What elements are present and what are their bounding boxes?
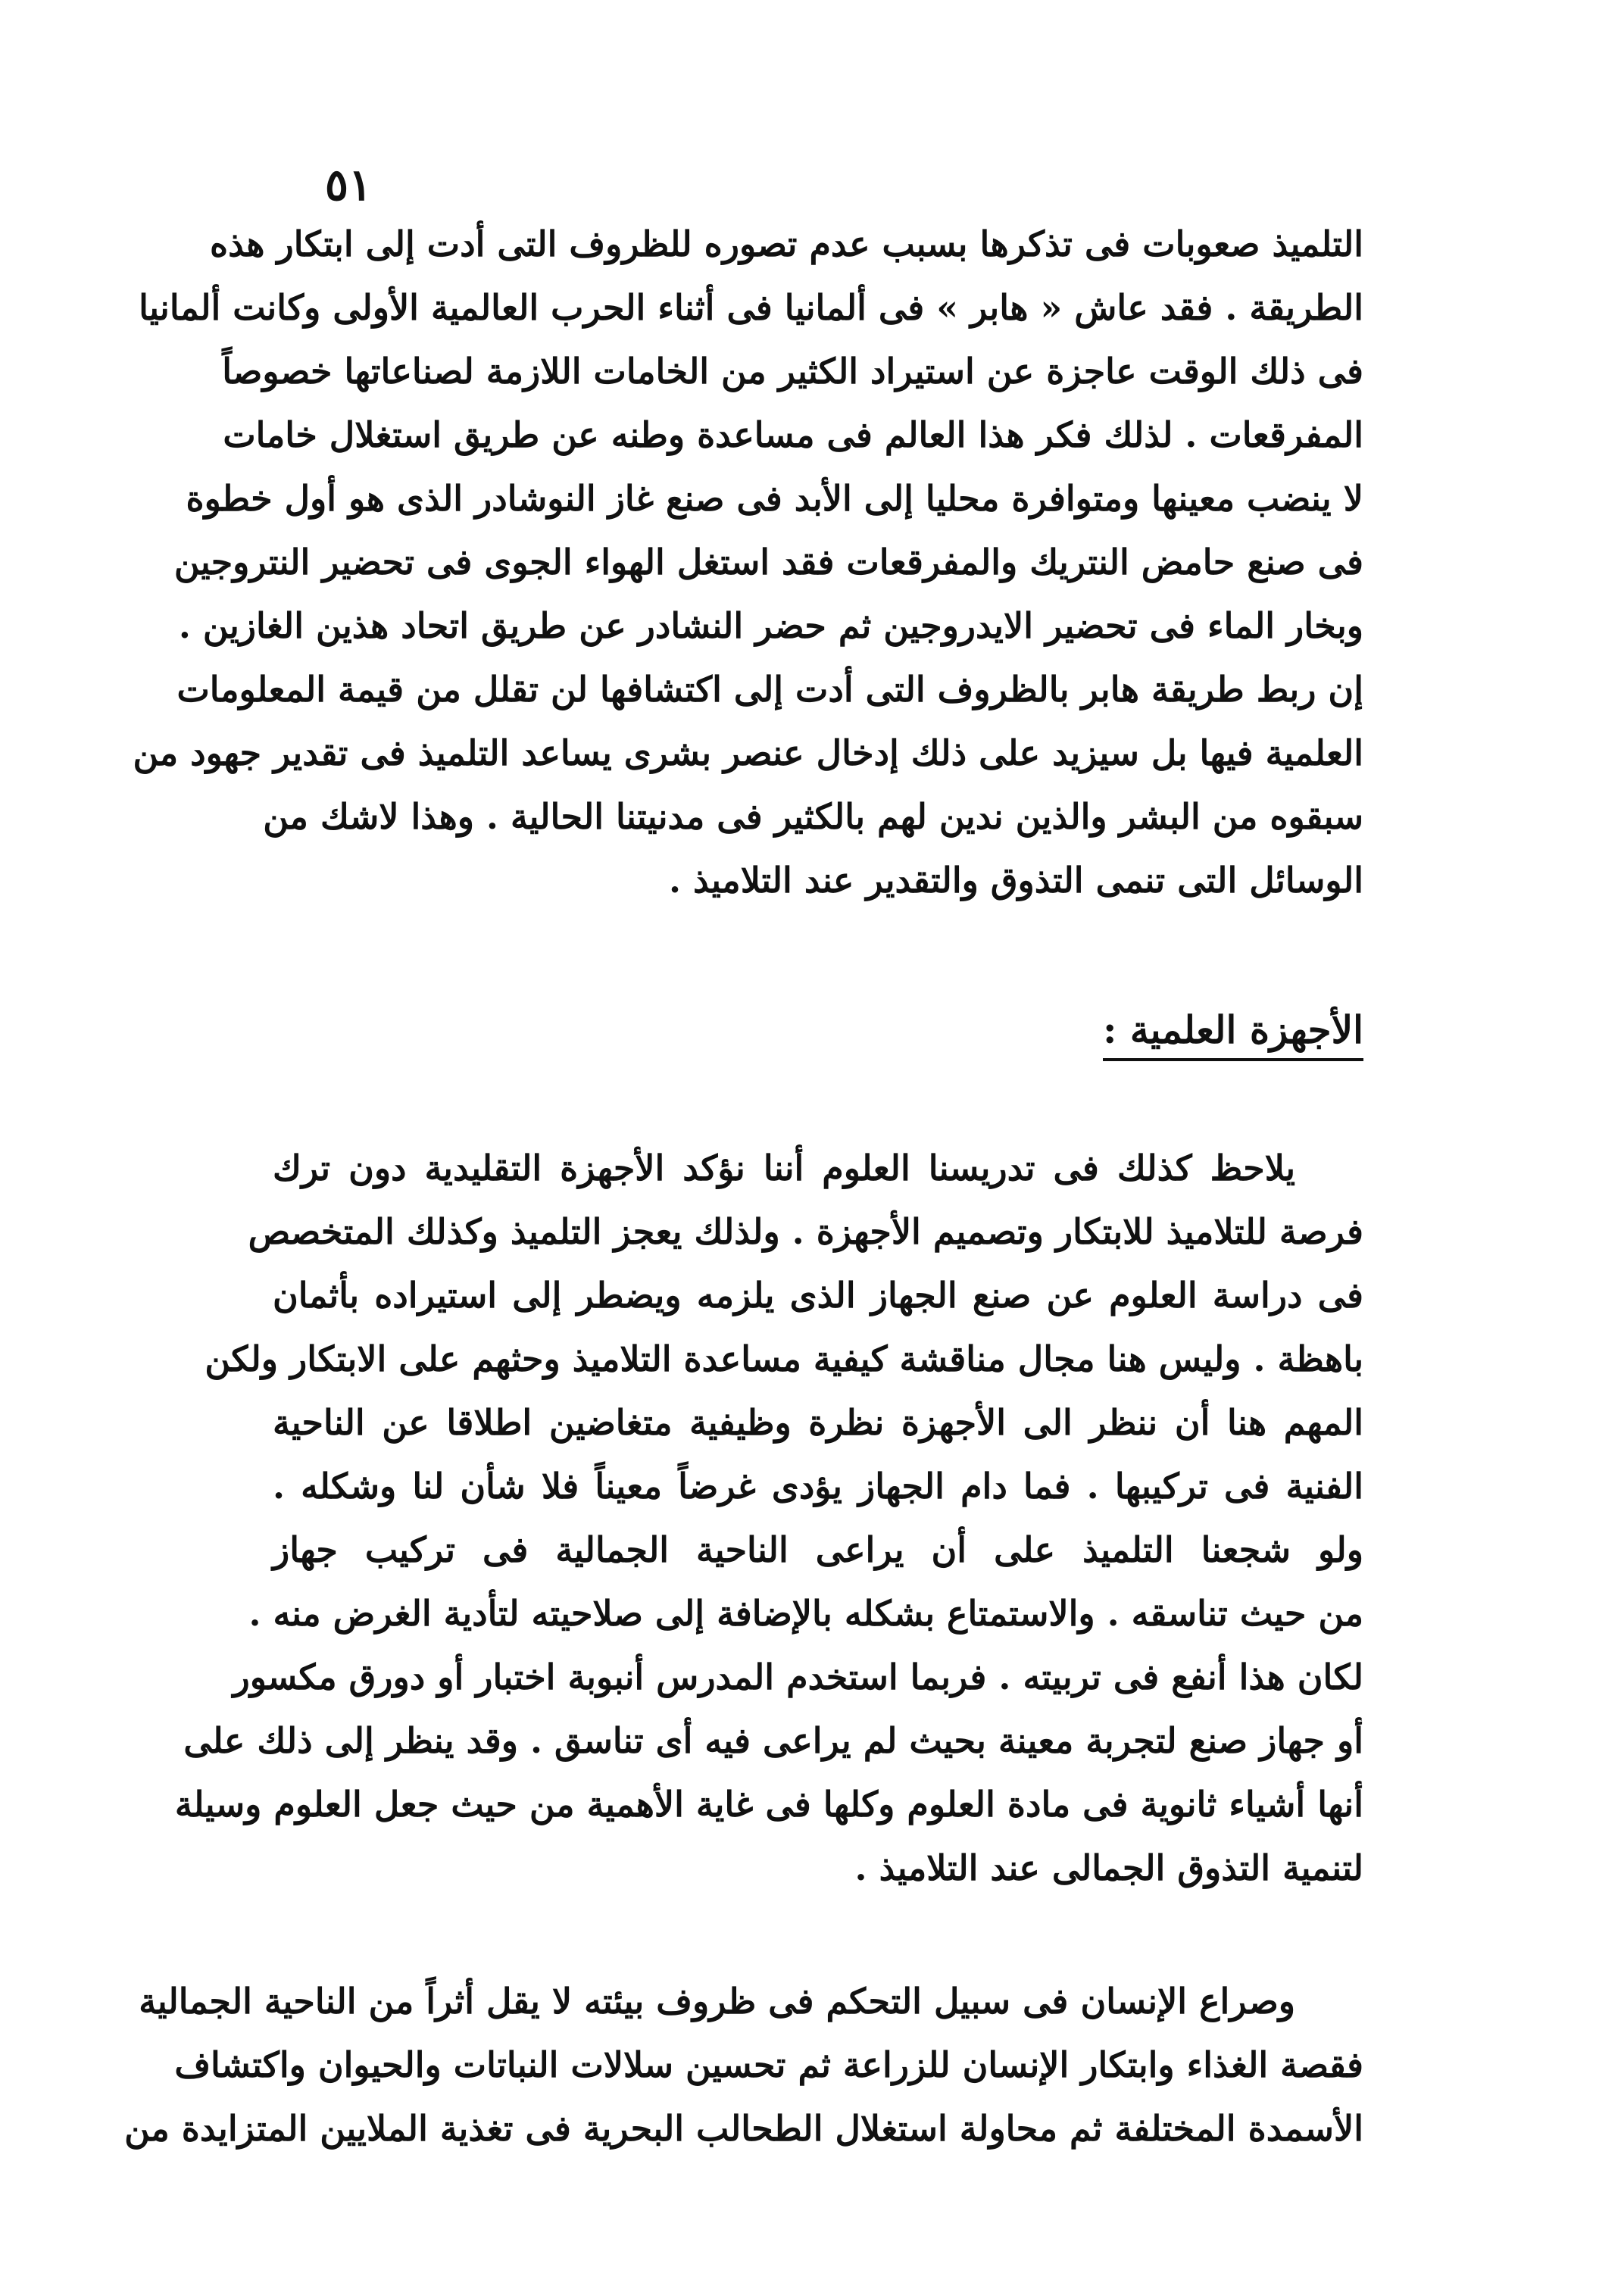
text-line: فى دراسة العلوم عن صنع الجهاز الذى يلزمه ويضطر إلى استيراده بأثمان bbox=[273, 1275, 1363, 1316]
text-line: فى ذلك الوقت عاجزة عن استيراد الكثير من الخامات اللازمة لصناعاتها خصوصاً bbox=[222, 351, 1363, 392]
text-line: فقصة الغذاء وابتكار الإنسان للزراعة ثم تحسين سلالات النباتات والحيوان واكتشاف bbox=[174, 2044, 1363, 2085]
text-line: فرصة للتلاميذ للابتكار وتصميم الأجهزة . ولذلك يعجز التلميذ وكذلك المتخصص bbox=[248, 1211, 1363, 1252]
text-line: لتنمية التذوق الجمالى عند التلاميذ . bbox=[854, 1847, 1363, 1888]
text-line: لا ينضب معينها ومتوافرة محليا إلى الأبد فى صنع غاز النوشادر الذى هو أول خطوة bbox=[186, 478, 1363, 519]
text-line: يلاحظ كذلك فى تدريسنا العلوم أننا نؤكد الأجهزة التقليدية دون ترك bbox=[273, 1148, 1295, 1188]
text-line: باهظة . وليس هنا مجال مناقشة كيفية مساعدة التلاميذ وحثهم على الابتكار ولكن bbox=[205, 1338, 1363, 1379]
text-line: فى صنع حامض النتريك والمفرقعات فقد استغل الهواء الجوى فى تحضير النتروجين bbox=[173, 542, 1363, 582]
text-line: العلمية فيها بل سيزيد على ذلك إدخال عنصر بشرى يساعد التلميذ فى تقدير جهود من bbox=[133, 732, 1363, 773]
text-line: المفرقعات . لذلك فكر هذا العالم فى مساعدة وطنه عن طريق استغلال خامات bbox=[223, 414, 1363, 455]
text-line: وبخار الماء فى تحضير الايدروجين ثم حضر النشادر عن طريق اتحاد هذين الغازين . bbox=[178, 605, 1363, 646]
page-number: ٥١ bbox=[324, 159, 373, 211]
text-line: المهم هنا أن ننظر الى الأجهزة نظرة وظيفية متغاضين اطلاقا عن الناحية bbox=[273, 1402, 1363, 1443]
text-line: الوسائل التى تنمى التذوق والتقدير عند التلاميذ . bbox=[669, 860, 1363, 901]
text-line: التلميذ صعوبات فى تذكرها بسبب عدم تصوره للظروف التى أدت إلى ابتكار هذه bbox=[210, 223, 1363, 264]
section-heading: الأجهزة العلمية : bbox=[1103, 1007, 1363, 1061]
paragraph-haber-process bbox=[133, 212, 1363, 912]
paragraph-scientific-apparatus bbox=[174, 1136, 1363, 1900]
text-line: الفنية فى تركيبها . فما دام الجهاز يؤدى غرضاً معيناً فلا شأن لنا وشكله . bbox=[273, 1466, 1363, 1507]
text-line: وصراع الإنسان فى سبيل التحكم فى ظروف بيئته لا يقل أثراً من الناحية الجمالية bbox=[139, 1981, 1295, 2022]
text-line: سبقوه من البشر والذين ندين لهم بالكثير فى مدنيتنا الحالية . وهذا لاشك من bbox=[263, 796, 1363, 837]
text-line: أنها أشياء ثانوية فى مادة العلوم وكلها فى غاية الأهمية من حيث جعل العلوم وسيلة bbox=[174, 1784, 1363, 1825]
text-line: من حيث تناسقه . والاستمتاع بشكله بالإضافة إلى صلاحيته لتأدية الغرض منه . bbox=[248, 1593, 1363, 1634]
text-line: أو جهاز صنع لتجربة معينة بحيث لم يراعى فيه أى تناسق . وقد ينظر إلى ذلك على bbox=[183, 1720, 1363, 1761]
paragraph-human-struggle bbox=[124, 1969, 1363, 2160]
text-line: لكان هذا أنفع فى تربيته . فربما استخدم المدرس أنبوبة اختبار أو دورق مكسور bbox=[233, 1657, 1363, 1697]
text-line: إن ربط طريقة هابر بالظروف التى أدت إلى اكتشافها لن تقلل من قيمة المعلومات bbox=[176, 669, 1363, 710]
text-line: ولو شجعنا التلميذ على أن يراعى الناحية الجمالية فى تركيب جهاز bbox=[273, 1529, 1363, 1570]
text-line: الأسمدة المختلفة ثم محاولة استغلال الطحالب البحرية فى تغذية الملايين المتزايدة من bbox=[124, 2108, 1363, 2149]
text-line: الطريقة . فقد عاش « هابر » فى ألمانيا فى أثناء الحرب العالمية الأولى وكانت ألمانيا bbox=[139, 287, 1363, 328]
